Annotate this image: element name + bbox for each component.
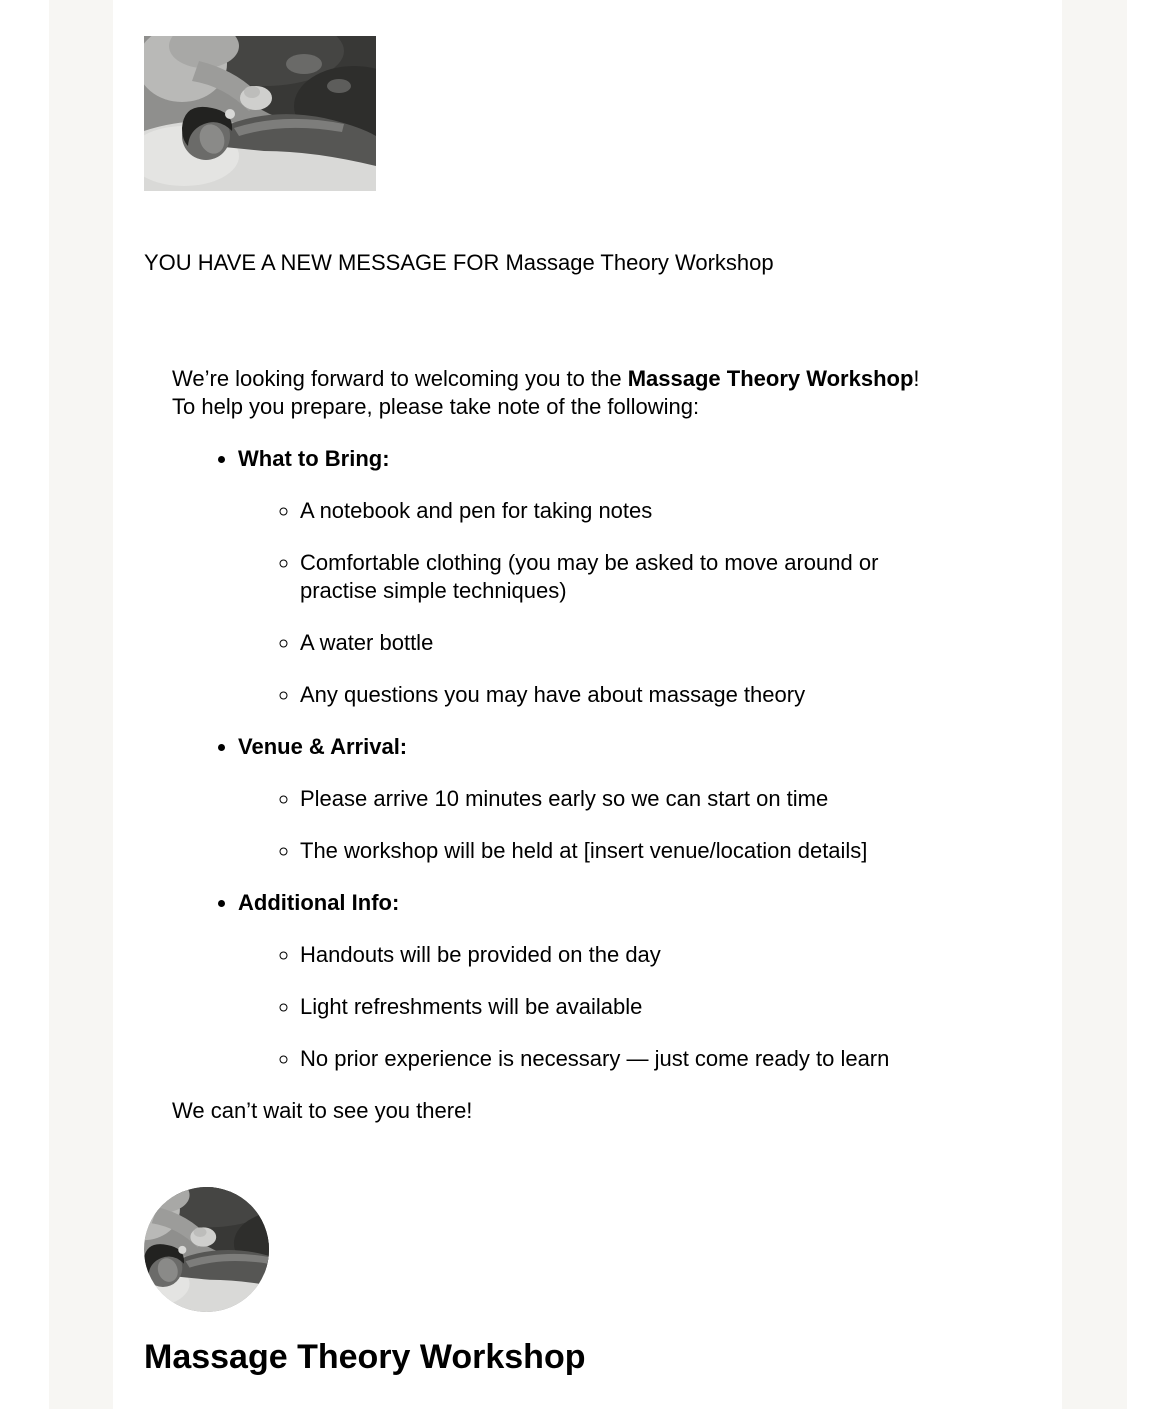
list-section-what-to-bring (238, 445, 1031, 709)
list-item: ◦ Please arrive 10 minutes early so we can start on time (300, 785, 1031, 813)
massage-photo-graphic (144, 36, 376, 191)
closing-paragraph: We can’t wait to see you there! (172, 1098, 473, 1123)
profile-name-heading: Massage Theory Workshop (144, 1338, 586, 1376)
list-item: ◦ A notebook and pen for taking notes (300, 497, 1031, 525)
section-title: What to Bring: (238, 446, 390, 471)
intro-paragraph (172, 365, 932, 421)
list-section-additional-info (238, 889, 1031, 1073)
avatar-photo-graphic (144, 1187, 269, 1312)
section-title: Additional Info: (238, 890, 400, 915)
intro-lead: We’re looking forward to welcoming you to the (172, 366, 628, 391)
prep-list (172, 445, 1031, 1073)
sub-list (238, 497, 1031, 709)
list-item: ◦ A water bottle (300, 629, 1031, 657)
list-item: ◦ Handouts will be provided on the day (300, 941, 1031, 969)
sub-list (238, 785, 1031, 865)
list-item: ◦ No prior experience is necessary — just come ready to learn (300, 1045, 1031, 1073)
list-item: ◦ Light refreshments will be available (300, 993, 1031, 1021)
intro-line2: To help you prepare, please take note of the following: (172, 394, 700, 419)
message-body (172, 365, 1031, 1125)
list-item: ◦ The workshop will be held at [insert venue/location details] (300, 837, 1031, 865)
section-title: Venue & Arrival: (238, 734, 408, 759)
sub-list (238, 941, 1031, 1073)
email-card (113, 0, 1062, 1409)
list-item: ◦ Any questions you may have about massage theory (300, 681, 1031, 709)
new-message-notice: YOU HAVE A NEW MESSAGE FOR Massage Theory Workshop (144, 250, 774, 275)
massage-photo (144, 36, 376, 191)
email-background (49, 0, 1127, 1409)
intro-exclamation: ! (913, 366, 920, 391)
list-item: ◦ Comfortable clothing (you may be asked to move around or practise simple techniques) (300, 549, 960, 605)
intro-bold: Massage Theory Workshop (627, 366, 914, 391)
list-section-venue-arrival (238, 733, 1031, 865)
avatar (144, 1187, 269, 1312)
